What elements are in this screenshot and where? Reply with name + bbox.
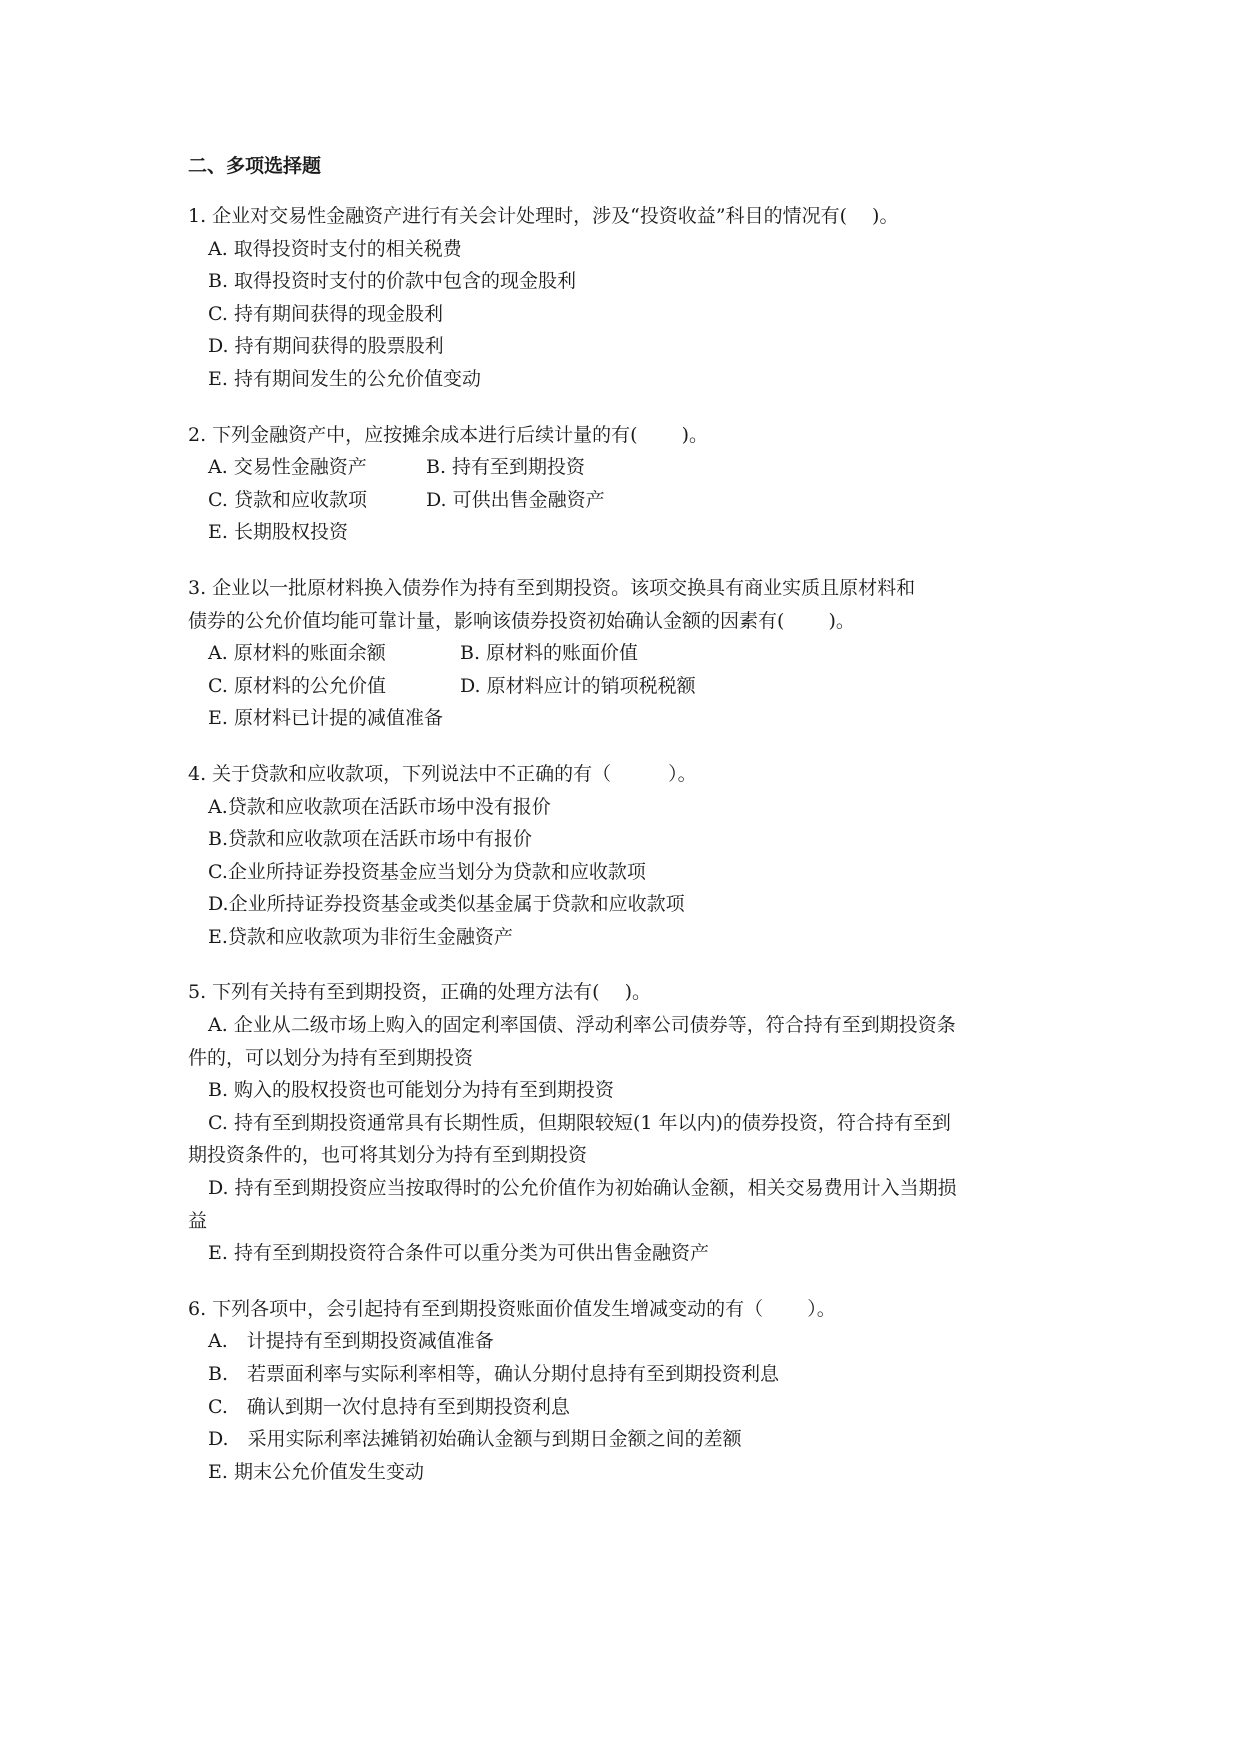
- question-stem: 2. 下列金融资产中，应按摊余成本进行后续计量的有( )。: [188, 423, 709, 446]
- question-5: [188, 976, 1068, 1269]
- question-stem: 4. 关于贷款和应收款项，下列说法中不正确的有（ ）。: [188, 762, 697, 785]
- option-c: C. 贷款和应收款项: [208, 488, 367, 511]
- option-d: D. 持有期间获得的股票股利: [208, 335, 444, 358]
- document-page: [188, 150, 1068, 1511]
- question-stem: 6. 下列各项中，会引起持有至到期投资账面价值发生增减变动的有（ ）。: [188, 1297, 836, 1320]
- option-e: E.贷款和应收款项为非衍生金融资产: [208, 925, 513, 948]
- option-a: A. 原材料的账面余额: [208, 642, 386, 665]
- question-stem-line-2: 债券的公允价值均能可靠计量，影响该债券投资初始确认金额的因素有( )。: [188, 609, 855, 632]
- question-6: [188, 1293, 1068, 1489]
- question-4: [188, 758, 1068, 954]
- option-a: A.贷款和应收款项在活跃市场中没有报价: [208, 795, 551, 818]
- option-c: C. 原材料的公允价值: [208, 674, 386, 697]
- option-row: [188, 451, 1068, 484]
- option-c: C. 确认到期一次付息持有至到期投资利息: [208, 1395, 570, 1418]
- question-stem: 5. 下列有关持有至到期投资，正确的处理方法有( )。: [188, 981, 652, 1004]
- option-e: E. 长期股权投资: [208, 521, 348, 544]
- option-b: B.贷款和应收款项在活跃市场中有报价: [208, 828, 533, 851]
- option-a: A. 取得投资时支付的相关税费: [208, 237, 462, 260]
- option-b: B. 原材料的账面价值: [460, 642, 639, 665]
- section-title: 二、多项选择题: [188, 155, 322, 177]
- option-a: A. 计提持有至到期投资减值准备: [208, 1330, 494, 1353]
- option-a: A. 交易性金融资产: [208, 456, 367, 479]
- option-d: D. 采用实际利率法摊销初始确认金额与到期日金额之间的差额: [208, 1428, 742, 1451]
- question-1: [188, 200, 1068, 396]
- question-3: [188, 572, 1068, 735]
- option-b: B. 购入的股权投资也可能划分为持有至到期投资: [208, 1079, 615, 1102]
- option-e: E. 持有至到期投资符合条件可以重分类为可供出售金融资产: [208, 1242, 709, 1265]
- question-stem: 1. 企业对交易性金融资产进行有关会计处理时，涉及“投资收益”科目的情况有( )。: [188, 205, 899, 227]
- option-c: C.企业所持证券投资基金应当划分为贷款和应收款项: [208, 860, 646, 883]
- option-e: E. 持有期间发生的公允价值变动: [208, 367, 481, 390]
- option-c: C. 持有期间获得的现金股利: [208, 302, 443, 325]
- option-e: E. 原材料已计提的减值准备: [208, 707, 443, 730]
- option-d-line-2: 益: [188, 1209, 208, 1232]
- option-d: D.企业所持证券投资基金或类似基金属于贷款和应收款项: [208, 893, 685, 916]
- option-row: [188, 484, 1068, 517]
- option-row: [188, 637, 1068, 670]
- option-a-line-2: 件的，可以划分为持有至到期投资: [188, 1046, 474, 1069]
- option-d-line-1: D. 持有至到期投资应当按取得时的公允价值作为初始确认金额，相关交易费用计入当期损: [208, 1177, 957, 1200]
- option-b: B. 若票面利率与实际利率相等，确认分期付息持有至到期投资利息: [208, 1363, 780, 1385]
- option-c-line-1: C. 持有至到期投资通常具有长期性质，但期限较短(1 年以内)的债券投资，符合持有至到: [208, 1111, 951, 1134]
- option-row: [188, 670, 1068, 703]
- option-c-line-2: 期投资条件的，也可将其划分为持有至到期投资: [188, 1144, 588, 1167]
- option-a-line-1: A. 企业从二级市场上购入的固定利率国债、浮动利率公司债券等，符合持有至到期投资条: [208, 1014, 956, 1037]
- question-stem-line-1: 3. 企业以一批原材料换入债券作为持有至到期投资。该项交换具有商业实质且原材料和: [188, 576, 916, 599]
- option-d: D. 可供出售金融资产: [426, 488, 605, 511]
- question-2: [188, 419, 1068, 549]
- option-e: E. 期末公允价值发生变动: [208, 1460, 424, 1483]
- option-d: D. 原材料应计的销项税税额: [460, 674, 696, 697]
- option-b: B. 取得投资时支付的价款中包含的现金股利: [208, 270, 577, 293]
- option-b: B. 持有至到期投资: [426, 456, 586, 479]
